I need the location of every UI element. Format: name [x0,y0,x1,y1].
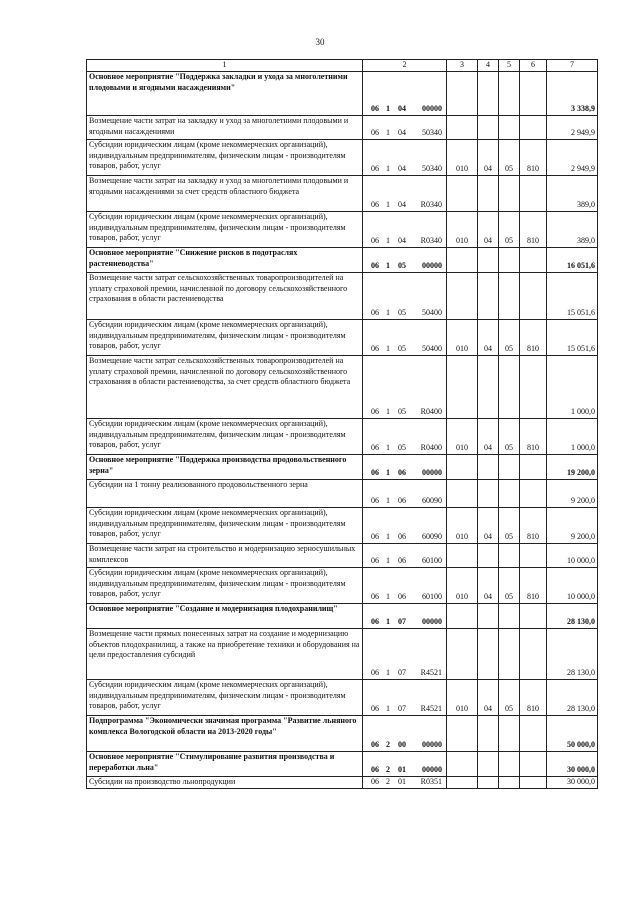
subsection-code [499,604,520,629]
section-code [478,455,499,480]
table-row [87,320,598,356]
classification-code [363,248,447,273]
code-part: 00000 [422,261,442,271]
expense-type-code [520,248,547,273]
classification-code [363,680,447,716]
amount: 1 000,0 [547,419,598,455]
amount: 2 949,9 [547,116,598,140]
budget-table [86,59,598,789]
item-name: Основное мероприятие "Создание и модернизация плодохранилищ" [87,604,363,629]
code-part: 06 [371,443,379,453]
expense-type-code [520,356,547,419]
section-code [478,716,499,752]
expense-type-code [520,752,547,777]
section-code [478,273,499,320]
classification-code [363,116,447,140]
code-part: R0400 [420,443,442,453]
item-name: Субсидии на 1 тонну реализованного продовольственного зерна [87,480,363,508]
header-cell: 6 [520,60,547,72]
ministry-code: 010 [447,320,478,356]
ministry-code [447,72,478,116]
ministry-code [447,176,478,212]
item-name: Субсидии юридическим лицам (кроме некоммерческих организаций), индивидуальным предпринимателям, физическим лицам - производителям товаров, работ, услуг [87,212,363,248]
subsection-code [499,273,520,320]
table-row [87,116,598,140]
item-name: Основное мероприятие "Стимулирование развития производства и переработки льна" [87,752,363,777]
classification-code [363,72,447,116]
item-name: Субсидии юридическим лицам (кроме некоммерческих организаций), индивидуальным предпринимателям, физическим лицам - производителям товаров, работ, услуг [87,680,363,716]
code-part: 50400 [422,344,442,354]
section-code [478,176,499,212]
code-part: 60100 [422,592,442,602]
subsection-code [499,248,520,273]
amount: 2 949,9 [547,140,598,176]
code-part: 00000 [422,617,442,627]
code-part: 06 [371,468,379,478]
code-part: 04 [398,104,406,114]
table-row [87,273,598,320]
section-code [478,544,499,568]
amount: 15 051,6 [547,320,598,356]
ministry-code [447,604,478,629]
classification-code [363,508,447,544]
expense-type-code [520,72,547,116]
subsection-code: 05 [499,568,520,604]
code-part: 05 [398,308,406,318]
table-row [87,248,598,273]
code-part: 1 [386,668,390,678]
code-part: 2 [386,740,390,750]
expense-type-code [520,116,547,140]
amount: 15 051,6 [547,273,598,320]
section-code: 04 [478,419,499,455]
classification-code [363,140,447,176]
section-code: 04 [478,140,499,176]
code-part: 2 [386,777,390,787]
code-part: 50340 [422,128,442,138]
subsection-code [499,544,520,568]
expense-type-code [520,480,547,508]
subsection-code [499,629,520,680]
subsection-code: 05 [499,320,520,356]
classification-code [363,752,447,777]
code-part: 1 [386,236,390,246]
table-row [87,680,598,716]
item-name: Субсидии юридическим лицам (кроме некоммерческих организаций), индивидуальным предпринимателям, физическим лицам - производителям товаров, работ, услуг [87,508,363,544]
code-part: 50340 [422,164,442,174]
header-cell: 5 [499,60,520,72]
code-part: 05 [398,407,406,417]
table-row [87,419,598,455]
classification-code [363,176,447,212]
section-code: 04 [478,680,499,716]
ministry-code [447,116,478,140]
code-part: 1 [386,344,390,354]
classification-code [363,455,447,480]
amount: 28 130,0 [547,604,598,629]
code-part: 07 [398,668,406,678]
item-name: Субсидии юридическим лицам (кроме некоммерческих организаций), индивидуальным предпринимателям, физическим лицам - производителям товаров, работ, услуг [87,320,363,356]
code-part: 1 [386,556,390,566]
expense-type-code: 810 [520,212,547,248]
code-part: 50400 [422,308,442,318]
code-part: R0340 [420,200,442,210]
code-part: 06 [398,496,406,506]
subsection-code [499,455,520,480]
subsection-code: 05 [499,508,520,544]
table-row [87,356,598,419]
header-cell: 7 [547,60,598,72]
table-row [87,752,598,777]
code-part: 06 [371,261,379,271]
header-cell: 3 [447,60,478,72]
ministry-code [447,248,478,273]
classification-code [363,419,447,455]
table-row [87,140,598,176]
code-part: 60090 [422,496,442,506]
table-row [87,212,598,248]
table-row [87,480,598,508]
subsection-code: 05 [499,140,520,176]
expense-type-code [520,455,547,480]
table-row [87,716,598,752]
code-part: 06 [371,236,379,246]
classification-code [363,568,447,604]
code-part: 1 [386,407,390,417]
section-code [478,248,499,273]
expense-type-code [520,273,547,320]
item-name: Субсидии юридическим лицам (кроме некоммерческих организаций), индивидуальным предпринимателям, физическим лицам - производителям товаров, работ, услуг [87,568,363,604]
item-name: Возмещение части затрат на строительство и модернизацию зерносушильных комплексов [87,544,363,568]
table-row [87,568,598,604]
expense-type-code [520,629,547,680]
code-part: 05 [398,261,406,271]
expense-type-code [520,544,547,568]
code-part: 00000 [422,765,442,775]
amount: 30 000,0 [547,777,598,789]
ministry-code: 010 [447,212,478,248]
subsection-code [499,72,520,116]
code-part: 06 [371,200,379,210]
item-name: Возмещение части затрат на закладку и уход за многолетними плодовыми и ягодными насаждениями за счет средств областного бюджета [87,176,363,212]
classification-code [363,777,447,789]
amount: 28 130,0 [547,629,598,680]
ministry-code: 010 [447,680,478,716]
code-part: 07 [398,617,406,627]
table-row [87,777,598,789]
classification-code [363,544,447,568]
table-row [87,629,598,680]
expense-type-code: 810 [520,140,547,176]
table-row [87,508,598,544]
subsection-code [499,752,520,777]
amount: 50 000,0 [547,716,598,752]
amount: 30 000,0 [547,752,598,777]
item-name: Субсидии юридическим лицам (кроме некоммерческих организаций), индивидуальным предпринимателям, физическим лицам - производителям товаров, работ, услуг [87,140,363,176]
amount: 389,0 [547,212,598,248]
section-code: 04 [478,320,499,356]
code-part: 1 [386,468,390,478]
expense-type-code [520,716,547,752]
ministry-code [447,544,478,568]
page-number: 30 [315,37,325,47]
header-cell: 2 [363,60,447,72]
code-part: 06 [371,765,379,775]
subsection-code: 05 [499,212,520,248]
code-part: R4521 [420,668,442,678]
code-part: R0340 [420,236,442,246]
code-part: R0351 [420,777,442,787]
code-part: 06 [371,104,379,114]
code-part: 06 [398,556,406,566]
subsection-code [499,356,520,419]
amount: 19 200,0 [547,455,598,480]
code-part: 06 [371,668,379,678]
item-name: Основное мероприятие "Поддержка закладки и ухода за многолетними плодовыми и ягодными насаждениями" [87,72,363,116]
code-part: 00000 [422,468,442,478]
code-part: 1 [386,164,390,174]
code-part: 06 [371,704,379,714]
classification-code [363,716,447,752]
code-part: 06 [371,740,379,750]
section-code [478,629,499,680]
section-code [478,72,499,116]
code-part: 00000 [422,104,442,114]
code-part: 06 [371,532,379,542]
code-part: 06 [371,617,379,627]
amount: 10 000,0 [547,568,598,604]
subsection-code [499,116,520,140]
item-name: Возмещение части затрат сельскохозяйственных товаропроизводителей на уплату страховой премии, начисленной по договору сельскохозяйственного страхования в области растениеводства, за счет средств областного бюджета [87,356,363,419]
expense-type-code: 810 [520,320,547,356]
amount: 16 051,6 [547,248,598,273]
header-cell: 1 [87,60,363,72]
expense-type-code [520,604,547,629]
amount: 9 200,0 [547,480,598,508]
code-part: 1 [386,592,390,602]
code-part: 04 [398,236,406,246]
subsection-code [499,176,520,212]
code-part: 1 [386,261,390,271]
ministry-code [447,752,478,777]
section-code [478,116,499,140]
ministry-code [447,273,478,320]
code-part: 1 [386,532,390,542]
ministry-code [447,629,478,680]
expense-type-code: 810 [520,568,547,604]
expense-type-code: 810 [520,419,547,455]
amount: 3 338,9 [547,72,598,116]
code-part: 04 [398,200,406,210]
code-part: 06 [371,592,379,602]
code-part: 1 [386,496,390,506]
ministry-code: 010 [447,140,478,176]
classification-code [363,356,447,419]
code-part: R0400 [420,407,442,417]
subsection-code [499,716,520,752]
item-name: Субсидии на производство льнопродукции [87,777,363,789]
section-code [478,480,499,508]
code-part: 60100 [422,556,442,566]
item-name: Возмещение части затрат сельскохозяйственных товаропроизводителей на уплату страховой премии, начисленной по договору сельскохозяйственного страхования в области растениеводства [87,273,363,320]
section-code [478,752,499,777]
ministry-code [447,716,478,752]
classification-code [363,480,447,508]
classification-code [363,604,447,629]
code-part: 1 [386,128,390,138]
item-name: Подпрограмма "Экономически значимая программа "Развитие льняного комплекса Вологодской области на 2013-2020 годы" [87,716,363,752]
table-row [87,544,598,568]
subsection-code: 05 [499,680,520,716]
ministry-code: 010 [447,568,478,604]
expense-type-code [520,176,547,212]
code-part: 06 [398,592,406,602]
code-part: 1 [386,308,390,318]
code-part: 05 [398,344,406,354]
classification-code [363,629,447,680]
table-row [87,604,598,629]
code-part: 1 [386,104,390,114]
code-part: 06 [398,532,406,542]
code-part: 06 [371,777,379,787]
amount: 28 130,0 [547,680,598,716]
code-part: 06 [371,308,379,318]
amount: 9 200,0 [547,508,598,544]
code-part: 2 [386,765,390,775]
amount: 10 000,0 [547,544,598,568]
item-name: Возмещение части прямых понесенных затрат на создание и модернизацию объектов плодохранилищ, а также на приобретение техники и оборудования на цели предоставления субсидий [87,629,363,680]
section-code [478,604,499,629]
code-part: 06 [371,344,379,354]
item-name: Основное мероприятие "Снижение рисков в подотраслях растениеводства" [87,248,363,273]
section-code [478,777,499,789]
code-part: 07 [398,704,406,714]
subsection-code [499,480,520,508]
header-row [87,60,598,72]
section-code: 04 [478,508,499,544]
code-part: 06 [371,164,379,174]
subsection-code [499,777,520,789]
section-code: 04 [478,212,499,248]
item-name: Основное мероприятие "Поддержка производства продовольственного зерна" [87,455,363,480]
ministry-code [447,480,478,508]
code-part: 60090 [422,532,442,542]
code-part: 1 [386,443,390,453]
code-part: 06 [371,407,379,417]
classification-code [363,273,447,320]
code-part: 04 [398,128,406,138]
table-row [87,72,598,116]
ministry-code [447,777,478,789]
code-part: 06 [371,128,379,138]
code-part: 06 [398,468,406,478]
code-part: 1 [386,617,390,627]
header-cell: 4 [478,60,499,72]
code-part: 00000 [422,740,442,750]
table-row [87,176,598,212]
ministry-code [447,356,478,419]
ministry-code: 010 [447,419,478,455]
expense-type-code [520,777,547,789]
amount: 389,0 [547,176,598,212]
code-part: 1 [386,200,390,210]
code-part: 05 [398,443,406,453]
expense-type-code: 810 [520,680,547,716]
section-code: 04 [478,568,499,604]
section-code [478,356,499,419]
code-part: 01 [398,777,406,787]
amount: 1 000,0 [547,356,598,419]
code-part: 06 [371,496,379,506]
code-part: 04 [398,164,406,174]
classification-code [363,212,447,248]
table-row [87,455,598,480]
code-part: 00 [398,740,406,750]
item-name: Субсидии юридическим лицам (кроме некоммерческих организаций), индивидуальным предпринимателям, физическим лицам - производителям товаров, работ, услуг [87,419,363,455]
ministry-code [447,455,478,480]
code-part: 01 [398,765,406,775]
code-part: 06 [371,556,379,566]
item-name: Возмещение части затрат на закладку и уход за многолетними плодовыми и ягодными насаждениями [87,116,363,140]
ministry-code: 010 [447,508,478,544]
expense-type-code: 810 [520,508,547,544]
code-part: 1 [386,704,390,714]
subsection-code: 05 [499,419,520,455]
code-part: R4521 [420,704,442,714]
classification-code [363,320,447,356]
